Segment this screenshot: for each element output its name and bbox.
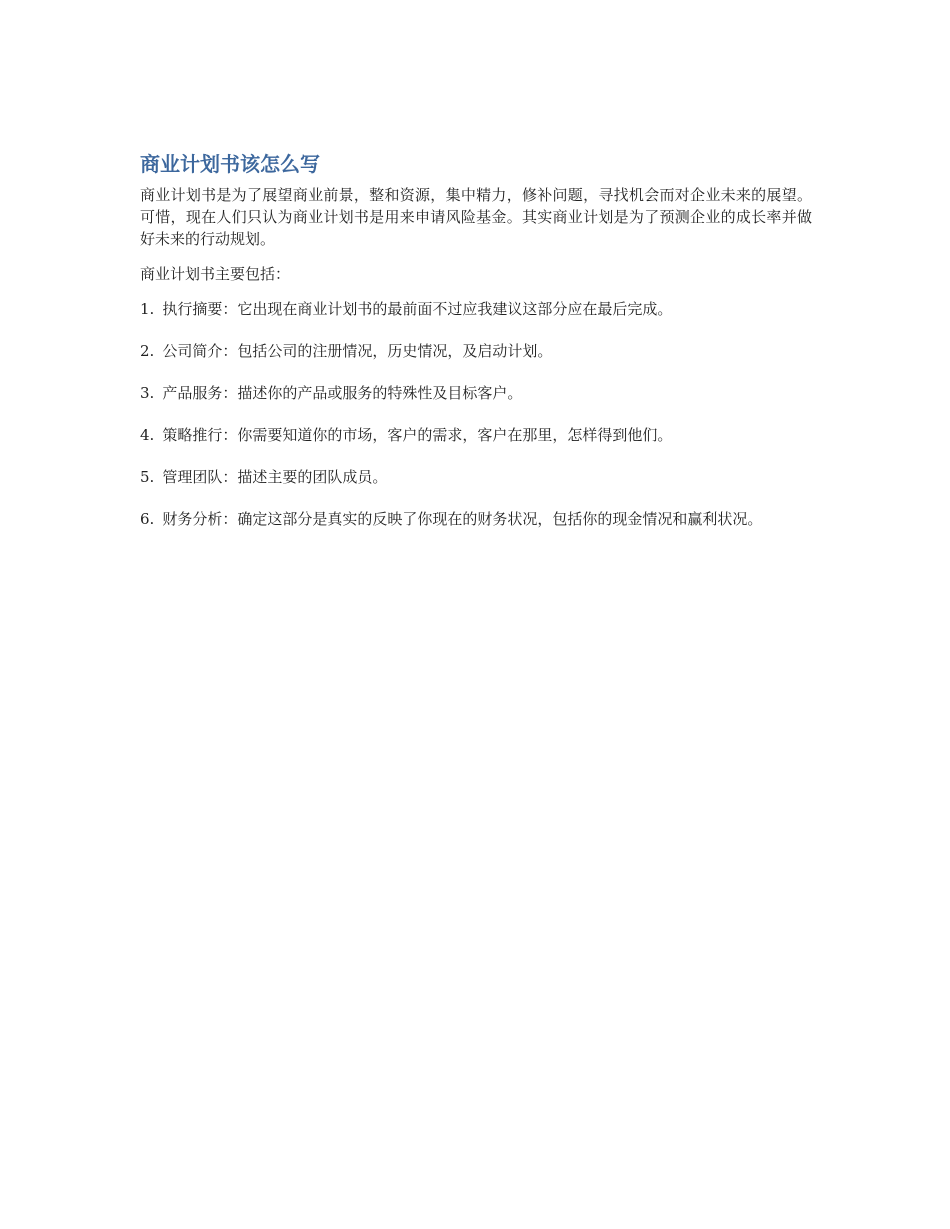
contents-list xyxy=(140,298,812,530)
list-item xyxy=(140,298,812,320)
list-item xyxy=(140,382,812,404)
list-item-number: 2. xyxy=(140,342,155,360)
list-item-number: 4. xyxy=(140,426,155,444)
list-item-text: 策略推行：你需要知道你的市场，客户的需求，客户在那里，怎样得到他们。 xyxy=(162,426,673,444)
list-item xyxy=(140,466,812,488)
list-item-text: 财务分析：确定这部分是真实的反映了你现在的财务状况，包括你的现金情况和赢利状况。 xyxy=(162,510,763,528)
list-item xyxy=(140,424,812,446)
document-title: 商业计划书该怎么写 xyxy=(140,152,320,176)
list-item-number: 6. xyxy=(140,510,155,528)
list-item-number: 3. xyxy=(140,384,155,402)
list-item xyxy=(140,340,812,362)
list-item-number: 5. xyxy=(140,468,155,486)
list-item-number: 1. xyxy=(140,300,155,318)
list-item-text: 执行摘要：它出现在商业计划书的最前面不过应我建议这部分应在最后完成。 xyxy=(162,300,673,318)
list-item-text: 公司简介：包括公司的注册情况，历史情况，及启动计划。 xyxy=(162,342,553,360)
intro-paragraph: 商业计划书是为了展望商业前景，整和资源，集中精力，修补问题，寻找机会而对企业未来的展望。可惜，现在人们只认为商业计划书是用来申请风险基金。其实商业计划是为了预测企业的成长率并做好未来的行动规划。 xyxy=(140,186,812,248)
lead-in-paragraph: 商业计划书主要包括： xyxy=(140,265,291,283)
list-item-text: 管理团队：描述主要的团队成员。 xyxy=(162,468,388,486)
list-item xyxy=(140,508,812,530)
list-item-text: 产品服务：描述你的产品或服务的特殊性及目标客户。 xyxy=(162,384,523,402)
document-page xyxy=(140,148,812,550)
